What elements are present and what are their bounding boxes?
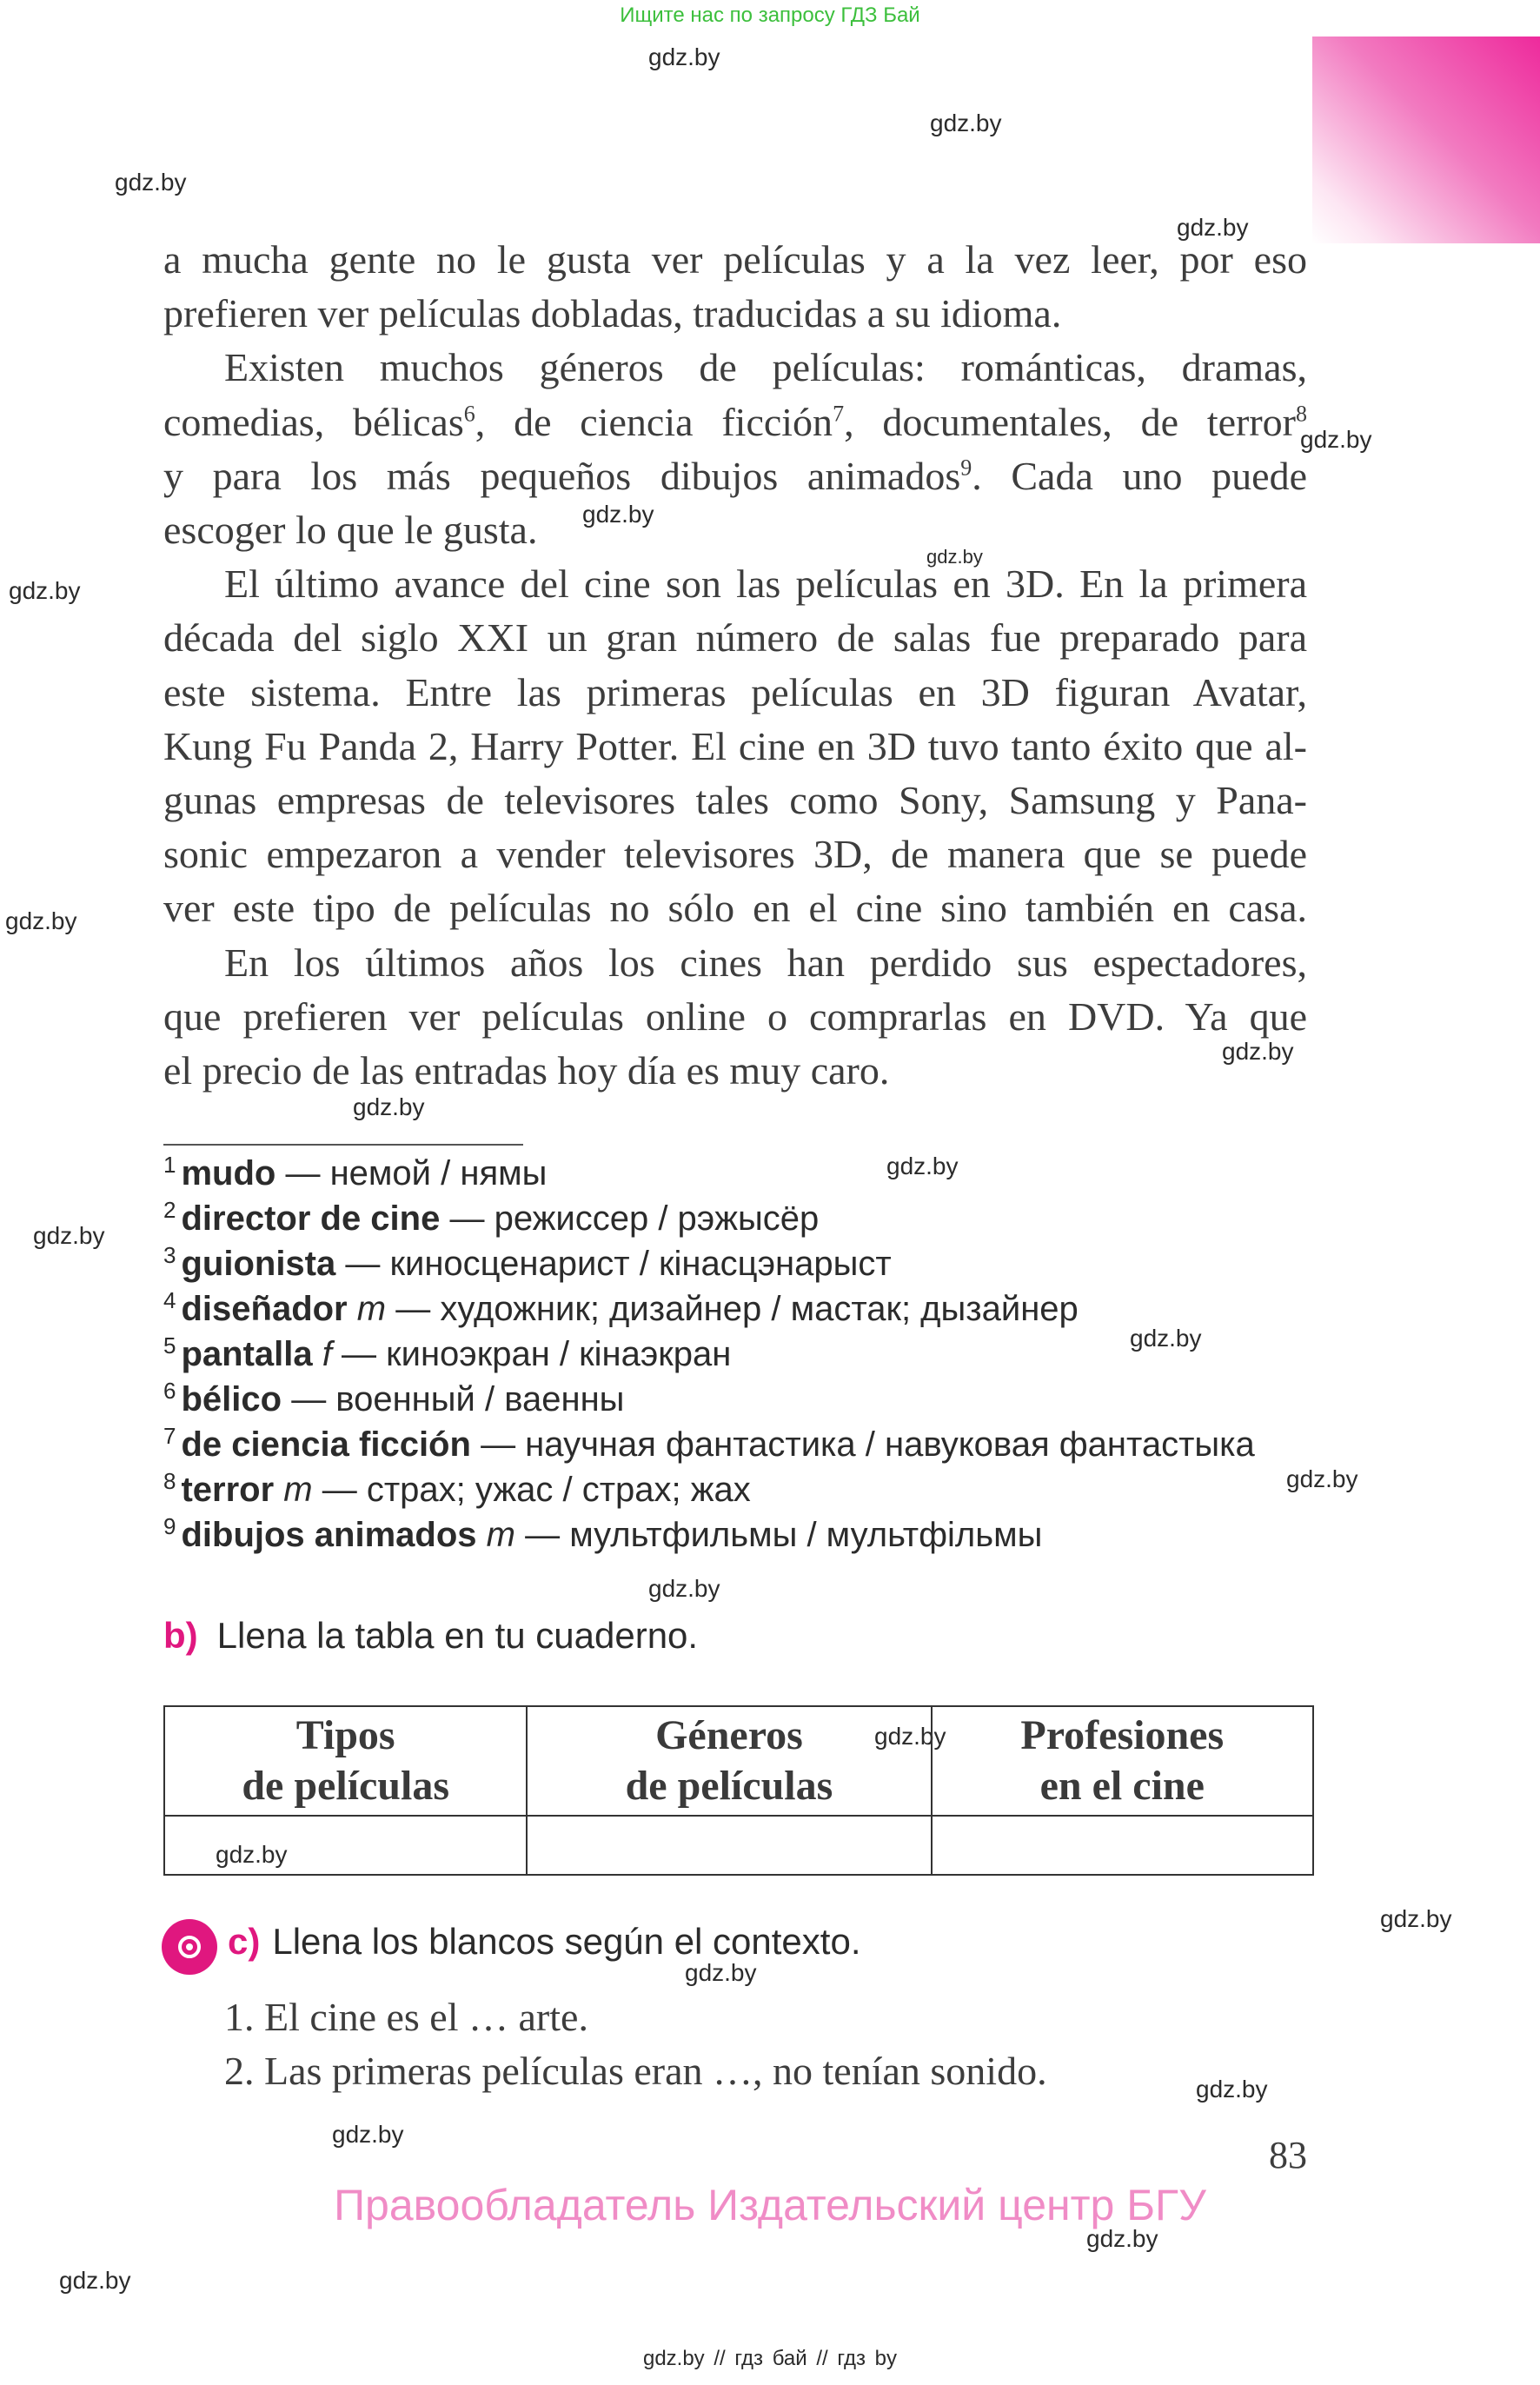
footnote-term: terror (181, 1471, 275, 1509)
text-fragment: , documentales, de terror (844, 399, 1296, 444)
watermark: gdz.by (1177, 214, 1249, 241)
footnote-term: diseñador (181, 1290, 348, 1328)
footnote-ref: 9 (960, 455, 972, 481)
body-text (163, 233, 1307, 1098)
body-line: prefieren ver películas dobladas, traducidas a su idioma. (163, 291, 1062, 336)
footnote-divider (163, 1144, 523, 1146)
table-header (932, 1706, 1313, 1816)
exercise-item: 2. Las primeras películas eran …, no tenían sonido. (224, 2049, 1047, 2093)
fill-table (163, 1705, 1314, 1876)
footnote-number: 7 (163, 1422, 176, 1449)
footnote-number: 8 (163, 1467, 176, 1494)
footnote-number: 3 (163, 1241, 176, 1268)
footnote-ref: 8 (1296, 401, 1307, 427)
footnote-translation: — художник; дизайнер / мастак; дызайнер (395, 1290, 1079, 1328)
watermark: gdz.by (582, 501, 654, 528)
footnote-item (163, 1512, 1328, 1558)
body-line (163, 449, 1307, 503)
footnote-translation: — немой / нямы (285, 1154, 548, 1192)
footnote-ref: 7 (833, 401, 845, 427)
watermark: gdz.by (59, 2267, 131, 2294)
watermark: gdz.by (930, 110, 1002, 136)
watermark: gdz.by (216, 1841, 288, 1868)
header-line: en el cine (1039, 1763, 1205, 1809)
watermark: gdz.by (353, 1093, 425, 1120)
footnote-gender: f (322, 1335, 332, 1373)
body-line: a mucha gente no le gusta ver películas y a la vez leer, por eso (163, 237, 1307, 282)
top-banner[interactable]: Ищите нас по запросу ГДЗ Бай (620, 3, 920, 27)
footnote-translation: — военный / ваенны (291, 1380, 625, 1418)
footnote-term: bélico (181, 1380, 282, 1418)
header-line: Profesiones (1020, 1712, 1225, 1758)
task-instruction: Llena la tabla en tu cuaderno. (216, 1615, 699, 1656)
task-letter: c) (228, 1921, 261, 1962)
footnote-translation: — режиссер / рэжысёр (449, 1199, 820, 1238)
watermark: gdz.by (874, 1723, 946, 1750)
footnote-number: 9 (163, 1512, 176, 1539)
header-line: Tipos (295, 1712, 395, 1758)
page-number: 83 (1269, 2134, 1307, 2176)
footnote-translation: — киносценарист / кінасцэнарыст (345, 1245, 892, 1283)
footnote-translation: — страх; ужас / страх; жах (322, 1471, 751, 1509)
footnote-term: guionista (181, 1245, 336, 1283)
disc-center (186, 1943, 193, 1950)
footnote-term: dibujos animados (181, 1516, 477, 1554)
footnote-item (163, 1332, 1328, 1377)
footnote-item (163, 1151, 1328, 1196)
body-line: gunas empresas de televisores tales como Sony, Samsung y Pana- (163, 778, 1307, 823)
footnote-ref: 6 (463, 401, 475, 427)
body-line: Existen muchos géneros de películas: románticas, dramas, (224, 345, 1307, 390)
body-line: El último avance del cine son las películas en 3D. En la primera (224, 561, 1307, 607)
body-line: Kung Fu Panda 2, Harry Potter. El cine en 3D tuvo tanto éxito que al- (163, 723, 1307, 768)
copyright-notice: Правообладатель Издательский центр БГУ (334, 2181, 1206, 2229)
table-header (164, 1706, 527, 1816)
footnote-term: pantalla (181, 1335, 313, 1373)
footnote-number: 4 (163, 1286, 176, 1313)
body-line: el precio de las entradas hoy día es muy caro. (163, 1048, 890, 1093)
watermark: gdz.by (648, 43, 720, 70)
task-letter: b) (163, 1615, 198, 1656)
watermark: gdz.by (1222, 1038, 1294, 1065)
footnote-gender: m (486, 1516, 515, 1554)
footnote-translation: — научная фантастика / навуковая фантастыка (481, 1425, 1255, 1464)
footnote-translation: — киноэкран / кінаэкран (342, 1335, 732, 1373)
bottom-links[interactable]: gdz.by // гдз бай // гдз by (642, 2347, 898, 2370)
task-instruction: Llena los blancos según el contexto. (272, 1921, 861, 1962)
body-line: En los últimos años los cines han perdido sus espectadores, (224, 940, 1307, 985)
watermark: gdz.by (1130, 1325, 1202, 1352)
watermark: gdz.by (1300, 426, 1372, 453)
table-cell (932, 1816, 1313, 1875)
task-c (228, 1921, 861, 1963)
text-fragment: comedias, bélicas (163, 399, 464, 444)
disc-ring (178, 1936, 201, 1958)
watermark: gdz.by (115, 169, 187, 196)
header-line: Géneros (655, 1712, 803, 1758)
watermark: gdz.by (926, 546, 983, 568)
corner-decoration (1312, 37, 1540, 243)
footnote-gender: m (283, 1471, 313, 1509)
text-fragment: , de ciencia ficción (475, 399, 833, 444)
watermark: gdz.by (33, 1222, 105, 1249)
footnote-item (163, 1196, 1328, 1241)
text-fragment: y para los más pequeños dibujos animados (163, 453, 961, 498)
footnote-number: 1 (163, 1151, 176, 1178)
exercise-item: 1. El cine es el … arte. (224, 1995, 588, 2039)
footnote-translation: — мультфильмы / мультфільмы (525, 1516, 1043, 1554)
body-line: sonic empezaron a vender televisores 3D, de manera que se puede (163, 832, 1307, 877)
watermark: gdz.by (1286, 1465, 1358, 1492)
header-line: de películas (242, 1763, 450, 1809)
footnote-item (163, 1377, 1328, 1422)
body-line: este sistema. Entre las primeras películas en 3D figuran Avatar, (163, 669, 1307, 714)
watermark: gdz.by (685, 1959, 757, 1986)
footnote-number: 5 (163, 1332, 176, 1359)
watermark: gdz.by (1086, 2225, 1158, 2252)
body-line (163, 395, 1307, 449)
task-b (163, 1615, 698, 1657)
footnote-term: director de cine (181, 1199, 441, 1238)
footnotes-list (163, 1151, 1328, 1558)
watermark: gdz.by (1380, 1905, 1452, 1932)
footnote-item (163, 1286, 1328, 1332)
footnote-item (163, 1241, 1328, 1286)
watermark: gdz.by (1196, 2076, 1268, 2103)
body-line: década del siglo XXI un gran número de salas fue preparado para (163, 615, 1307, 661)
footnote-number: 2 (163, 1196, 176, 1223)
watermark: gdz.by (5, 907, 77, 934)
footnote-gender: m (356, 1290, 387, 1328)
text-fragment: . Cada uno puede (972, 453, 1307, 498)
watermark: gdz.by (332, 2121, 404, 2148)
watermark: gdz.by (9, 577, 81, 604)
table-cell (164, 1816, 527, 1875)
footnote-number: 6 (163, 1377, 176, 1404)
body-line: ver este tipo de películas no sólo en el cine sino también en casa. (163, 886, 1307, 931)
footnote-term: mudo (181, 1154, 276, 1192)
body-line: que prefieren ver películas online o comprarlas en DVD. Ya que (163, 993, 1307, 1039)
body-line: escoger lo que le gusta. (163, 508, 538, 553)
footnote-term: de ciencia ficción (181, 1425, 471, 1464)
header-line: de películas (625, 1763, 833, 1809)
audio-disc-icon (162, 1919, 217, 1975)
footnote-item (163, 1467, 1328, 1512)
footnote-item (163, 1422, 1328, 1467)
table-header (527, 1706, 931, 1816)
watermark: gdz.by (886, 1153, 959, 1179)
table-cell (527, 1816, 931, 1875)
watermark: gdz.by (648, 1575, 720, 1602)
